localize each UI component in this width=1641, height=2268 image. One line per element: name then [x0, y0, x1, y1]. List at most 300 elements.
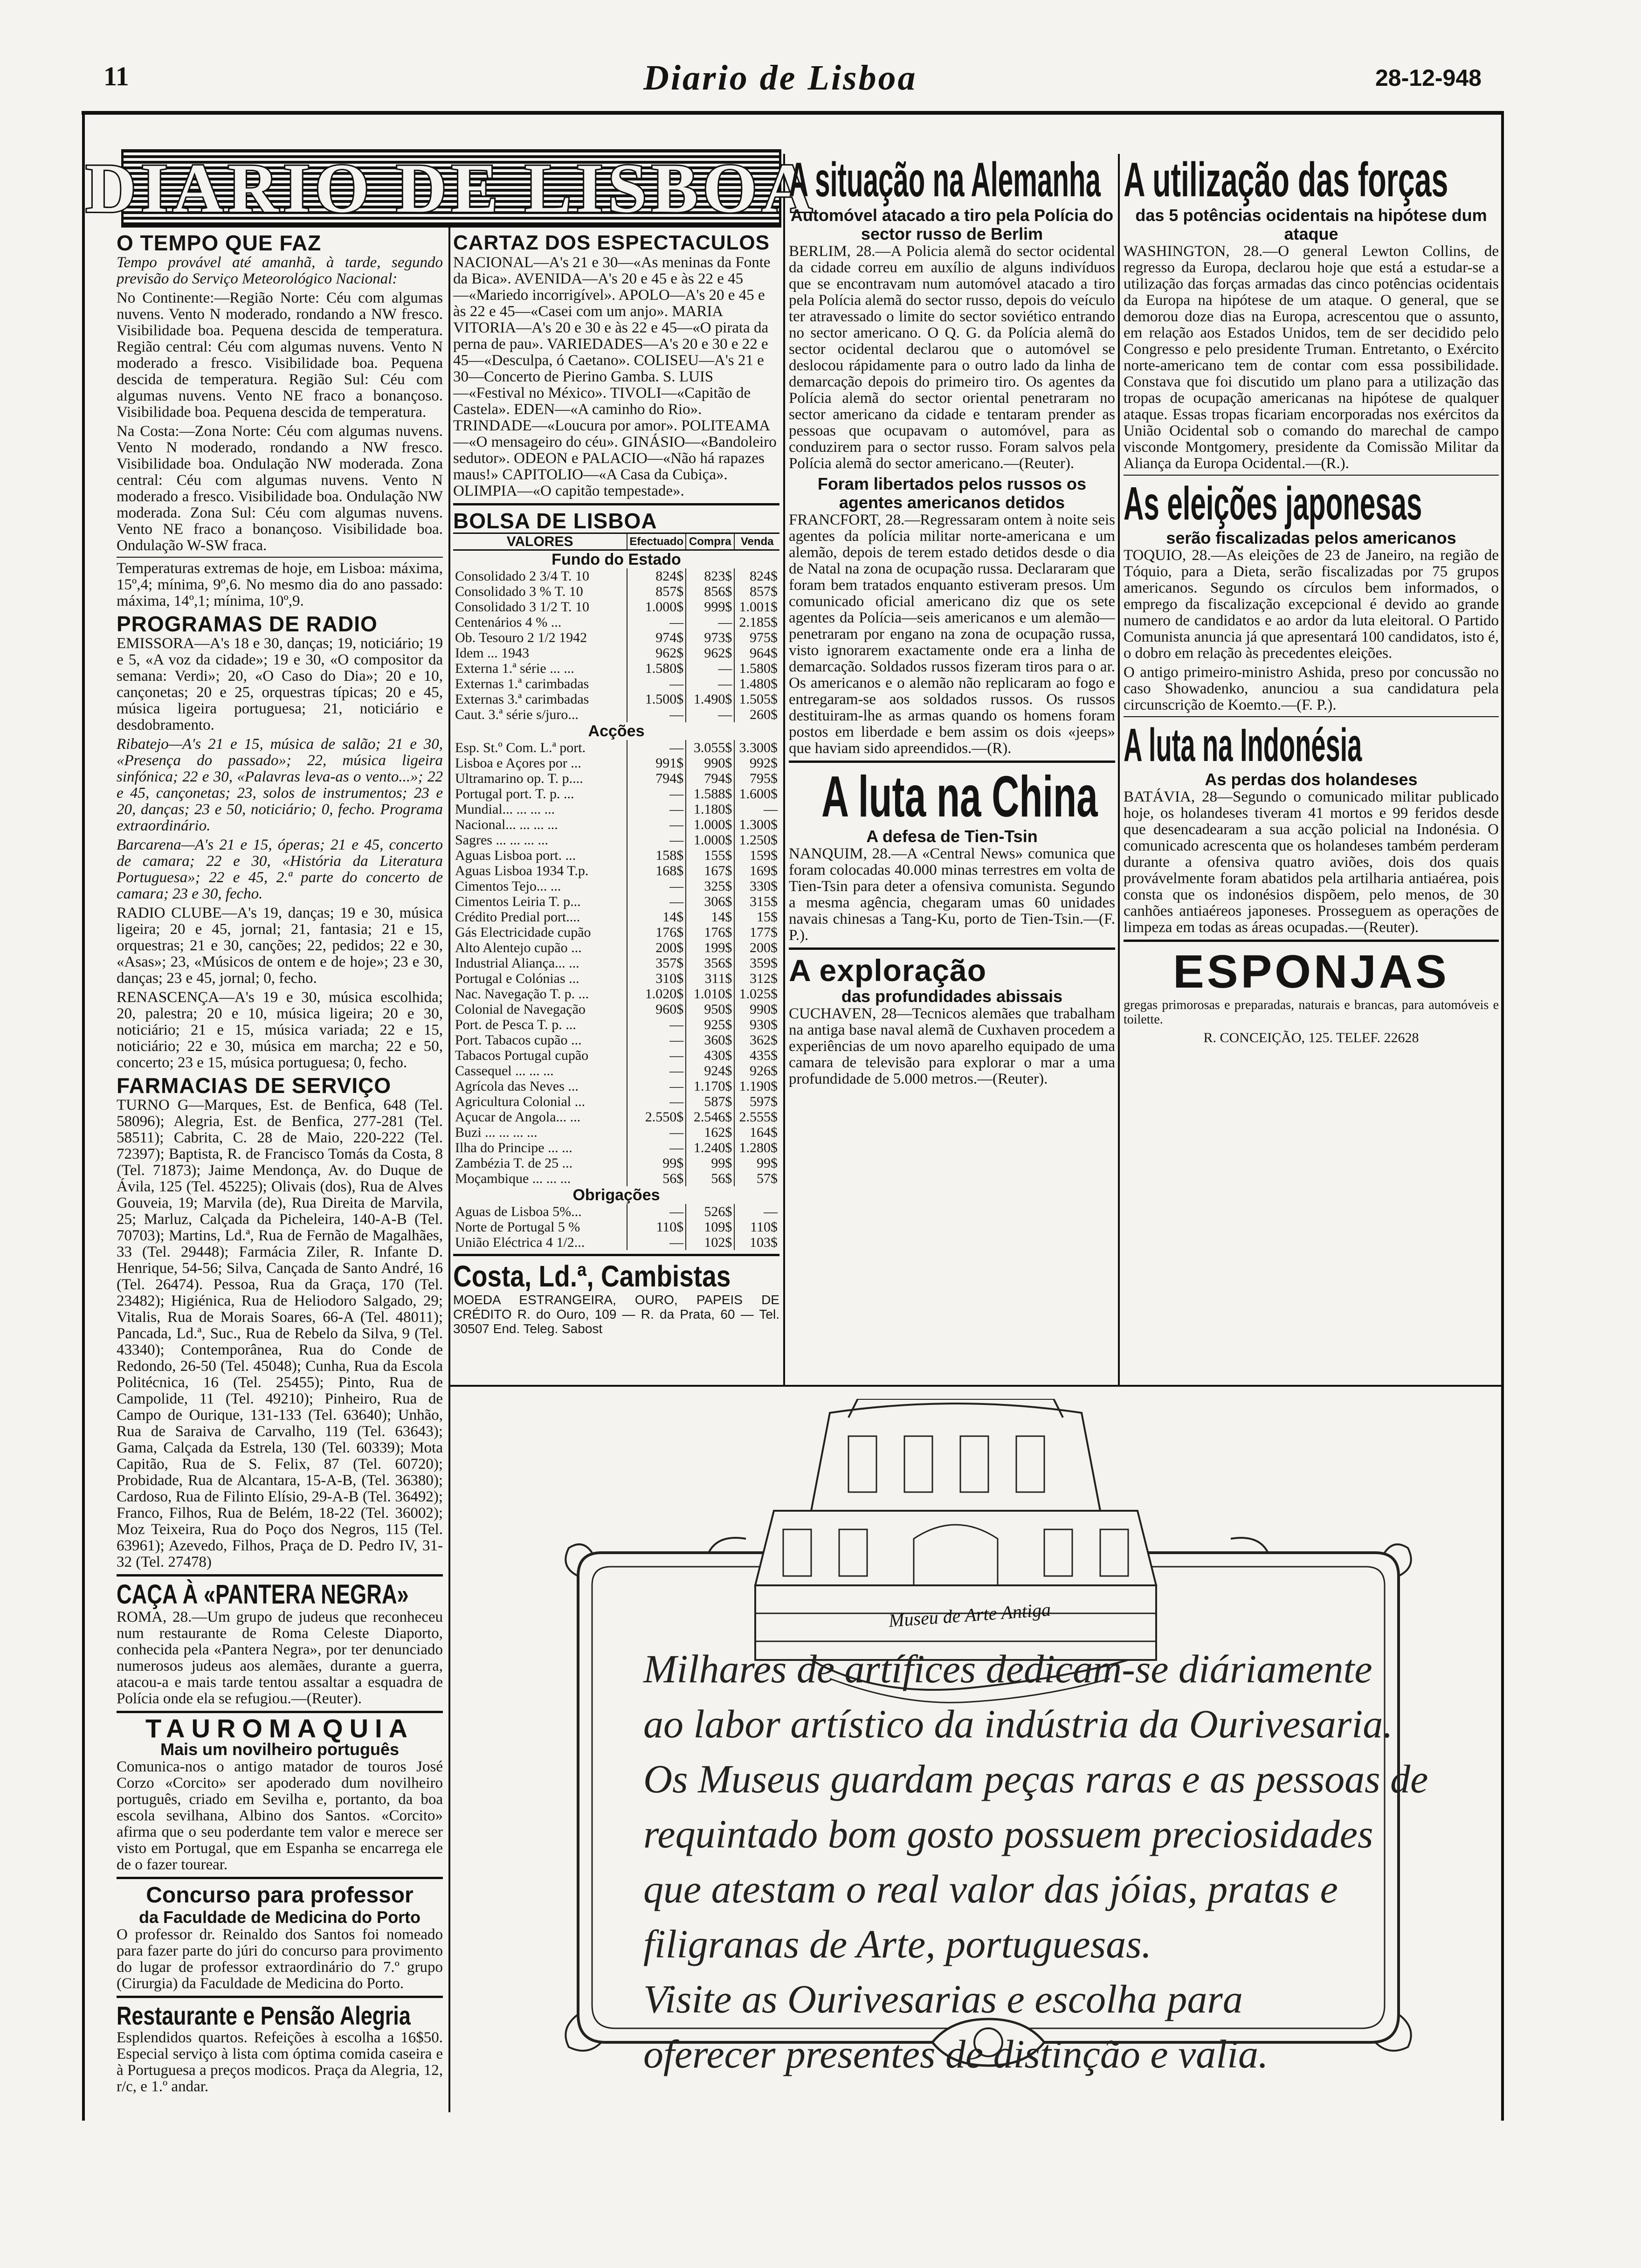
price-cell: 526$: [686, 1204, 734, 1219]
section-header-row: [453, 550, 779, 569]
table-row: [453, 878, 779, 894]
forcas-title: A utilização das forças: [1124, 154, 1448, 207]
price-cell: 199$: [686, 940, 734, 955]
accoes-rows: [453, 722, 779, 1186]
alemanha-subtitle: Automóvel atacado a tiro pela Polícia do sector russo de Berlim: [790, 206, 1114, 243]
concurso-title: Concurso para professor: [146, 1883, 414, 1908]
tauro-title: TAUROMAQUIA: [145, 1714, 414, 1743]
price-cell: 1.025$: [734, 986, 779, 1002]
divider: [117, 1877, 443, 1879]
bolsa-table: [453, 532, 779, 1250]
security-name: Cimentos Tejo... ...: [455, 878, 561, 894]
table-row: [453, 894, 779, 909]
forcas-text: WASHINGTON, 28.—O general Lewton Collins, de regresso da Europa, declarou hoje que está a estudar-se a utilização das forças armadas das cinco potências ocidentais da Europa na hipótese de um ataque. O general, que se demorou doze dias na Europa, acrescentou que o assunto, em relação aos Estados Unidos, tem de ser decidido pelo Congresso e pelo presidente Truman. Entretanto, o Exército norte-americano tem de contar com essa possibilidade. Constava que foi discutido um plano para a utilização das tropas de ocupação americanas na hipótese de qualquer ataque. Essas tropas ficariam encorporadas nos exércitos da União Ocidental sob o comando do marechal de campo visconde Montgomery, presidente da Comissão Militar da Aliança da Europa Ocidental.—(R.).: [1124, 243, 1499, 472]
radio-clube: RADIO CLUBE—A's 19, danças; 19 e 30, música ligeira; 20 e 45, jornal; 21, fantasia; 21 e 15, orquestras; 21 e 30, canções; 22, pedidos; 22 e 30, «Asas»; 23, «Músicos de ontem e de hoje»; 23 e 30, danças; 23 e 45, jornal; 0, fecho.: [117, 905, 443, 987]
price-cell: 856$: [686, 584, 734, 599]
column-rule-2: [783, 154, 785, 1385]
table-row: [453, 630, 779, 645]
table-row: [453, 755, 779, 771]
caca-title: CAÇA À «PANTERA NEGRA»: [117, 1579, 409, 1610]
price-cell: 990$: [734, 1002, 779, 1017]
security-name: Port. Tabacos cupão ...: [455, 1032, 582, 1048]
security-name: Industrial Aliança... ...: [455, 955, 579, 971]
price-cell: —: [627, 1017, 686, 1032]
column-4: [1124, 154, 1499, 1383]
column-rule-3: [1118, 154, 1120, 1385]
table-row: [453, 707, 779, 722]
table-row: [453, 1002, 779, 1017]
price-cell: —: [627, 1125, 686, 1140]
price-cell: 110$: [734, 1219, 779, 1235]
bolsa-title: BOLSA DE LISBOA: [453, 509, 657, 533]
esponjas-address: R. CONCEIÇÃO, 125. TELEF. 22628: [1203, 1030, 1419, 1045]
security-name: Esp. St.º Com. L.ª port.: [455, 740, 586, 755]
price-cell: —: [686, 676, 734, 691]
price-cell: 1.001$: [734, 599, 779, 615]
price-cell: 823$: [686, 568, 734, 584]
museum-caption: Museu de Arte Antiga: [888, 1598, 1052, 1632]
divider: [453, 503, 779, 505]
table-row: [453, 771, 779, 786]
price-cell: —: [627, 1079, 686, 1094]
price-cell: 14$: [686, 909, 734, 925]
divider: [1124, 716, 1499, 717]
page-left-border: [82, 111, 85, 2121]
security-name: Gás Electricidade cupão: [455, 925, 591, 940]
security-name: Externa 1.ª série ... ...: [455, 661, 574, 676]
restaurant-text: Esplendidos quartos. Refeições à escolha a 16$50. Especial serviço à lista com óptima comida caseira e à Portuguesa a preços modicos. Praça da Alegria, 12, r/c, e 1.º andar.: [117, 2029, 443, 2095]
price-cell: 1.600$: [734, 786, 779, 802]
ad-line: que atestam o real valor das jóias, pratas e: [643, 1867, 1338, 1911]
table-row: [453, 1048, 779, 1063]
price-cell: 925$: [686, 1017, 734, 1032]
ad-line: filigranas de Arte, portuguesas.: [643, 1922, 1152, 1966]
security-name: Agricultura Colonial ...: [455, 1094, 586, 1109]
section-header-row: [453, 722, 779, 740]
price-cell: 2.185$: [734, 615, 779, 630]
price-cell: 1.490$: [686, 691, 734, 707]
concurso-text: O professor dr. Reinaldo dos Santos foi nomeado para fazer parte do júri do concurso para provimento do lugar de professor extraordinário do 7.º grupo (Cirurgia) da Faculdade de Medicina do Porto.: [117, 1926, 443, 1992]
page-number: 11: [103, 61, 129, 91]
ad-line: requintado bom gosto possuem preciosidades: [643, 1812, 1373, 1856]
japan-text: TOQUIO, 28.—As eleições de 23 de Janeiro, na região de Tóquio, para a Dieta, serão fiscalizadas por 75 grupos americanos. Segundo os círculos bem informados, o emprego da fiscalização excepcional é devido ao grande numero de candidatos e ao ardor da luta eleitoral. O Partido Comunista anuncia já que apresentará 100 candidatos, isto é, o dobro em relação às precedentes eleições.: [1124, 547, 1499, 662]
alemanha-title: A situação na Alemanha: [789, 154, 1101, 207]
price-cell: 1.170$: [686, 1079, 734, 1094]
security-name: Alto Alentejo cupão ...: [455, 940, 582, 955]
price-cell: 1.505$: [734, 691, 779, 707]
price-cell: 794$: [686, 771, 734, 786]
security-name: Zambézia T. de 25 ...: [455, 1155, 573, 1171]
indonesia-text: BATÁVIA, 28—Segundo o comunicado militar publicado hoje, os holandeses tiveram 41 mortos e 99 feridos desde que desencadearam a sua acção policial na Indonésia. O comunicado acrescenta que os holandeses também perderam durante a ofensiva quatro aviões, dois dos quais provávelmente foram abatidos pela artilharia antiaérea, pois consta que os indonésios dispõem, pelo menos, de 30 canhões antiaéreos japoneses. Prosseguem as operações de limpeza em todas as áreas ocupadas.—(Reuter).: [1124, 788, 1499, 936]
obrigacoes-rows: [453, 1186, 779, 1250]
security-name: Ob. Tesouro 2 1/2 1942: [455, 630, 587, 645]
price-cell: 857$: [627, 584, 686, 599]
price-cell: 260$: [734, 707, 779, 722]
price-cell: 99$: [627, 1155, 686, 1171]
esponjas-title: ESPONJAS: [1173, 946, 1449, 998]
security-name: Port. de Pesca T. p. ...: [455, 1017, 576, 1032]
ad-line: oferecer presentes de distinção e valia.: [643, 2032, 1269, 2076]
price-cell: 1.000$: [686, 817, 734, 832]
security-name: Buzi ... ... ... ...: [455, 1125, 538, 1140]
caca-text: ROMA, 28.—Um grupo de judeus que reconheceu num restaurante de Roma Celeste Diaporto, conhecida pela «Pantera Negra», por ter denunciado numerosos judeus aos alemães, durante a guerra, atacou-a e mais tarde tentou assaltar a esquadra de Polícia onde ela se refugiou.—(Reuter).: [117, 1609, 443, 1707]
price-cell: 356$: [686, 955, 734, 971]
security-name: Tabacos Portugal cupão: [455, 1048, 589, 1063]
weather-intro: Tempo provável até amanhã, à tarde, segundo previsão do Serviço Meteorológico Nacional:: [117, 254, 443, 287]
libertados-text: FRANCFORT, 28.—Regressaram ontem à noite seis agentes da polícia militar norte-americana e um alemão, depois de terem estado detidos desde o dia de Natal na zona de ocupação russa. Declararam que foram bem tratados enquanto estiveram presos. Um comunicado oficial americano diz que os sete agentes da Polícia—seis americanos e um alemão—penetraram por engano na zona de ocupação russa, visto ignorarem exactamente onde era a linha de demarcação. Soldados russos fizeram tiros para o ar. Os americanos e o alemão não replicaram ao fogo e entregaram-se aos soldados russos. Os russos destituiram-lhe as armas quando os homens foram postos em liberdade e bem assim os dois «jeeps» que haviam sido apreendidos.—(R).: [789, 512, 1115, 757]
price-cell: 176$: [686, 925, 734, 940]
esponjas-text: gregas primorosas e preparadas, naturais e brancas, para automóveis e toilette.: [1124, 998, 1499, 1027]
table-row: [453, 971, 779, 986]
divider: [789, 947, 1115, 950]
tauro-subtitle: Mais um novilheiro português: [160, 1740, 400, 1759]
radio-barcarena: Barcarena—A's 21 e 15, óperas; 21 e 45, concerto de camara; 22 e 30, «História da Literatura Portuguesa»; 22 e 45, 2.ª parte do concerto de camara; 23 e 30, fecho.: [117, 837, 443, 902]
pharmacy-list: TURNO G—Marques, Est. de Benfica, 648 (Tel. 58096); Alegria, Est. de Benfica, 277-281 (Tel. 58511); Cabrita, C. 28 de Maio, 220-222 (Tel. 72397); Baptista, R. de Francisco Tomás da Costa, 8 (Tel. 71873); Jaime Mendonça, Av. do Duque de Ávila, 125 (Tel. 45225); Olivais (dos), Rua de Alves Gouveia, 19; Marvila (de), Rua Direita de Marvila, 25; Marluz, Calçada da Picheleira, 140-A-B (Tel. 70703); Martins, Ld.ª, Rua de Fernão de Magalhães, 33 (Tel. 29448); Farmácia Ziler, R. Infante D. Henrique, 54-56; Silva, Cançada de Santo André, 16 (Tel. 26474). Pessoa, Rua da Graça, 170 (Tel. 23482); Higiénica, Rua de Heliodoro Salgado, 29; Vitalis, Rua de Morais Soares, 66-A (Tel. 48011); Pancada, Ld.ª, Suc., Rua de Rebelo da Silva, 9 (Tel. 43340); Contemporânea, Rua do Conde de Redondo, 26-50 (Tel. 45048); Cunha, Rua da Escola Politécnica, 16 (Tel. 25455); Pinto, Rua de Campolide, 11 (Tel. 49210); Pinheiro, Rua de Campo de Ourique, 131-133 (Tel. 63640); Unhão, Rua de Saraiva de Carvalho, 119 (Tel. 63643); Gama, Calçada da Estrela, 130 (Tel. 60339); Mota Capitão, Rua de S. Felix, 87 (Tel. 60720); Probidade, Rua de Alcantara, 15-A-B, (Tel. 36380); Cardoso, Rua de Filinto Elísio, 29-A-B (Tel. 36492); Franco, Filhos, Rua de Belém, 18-22 (Tel. 36002); Moz Teixeira, Rua do Poço dos Negros, 115 (Tel. 63961); Azevedo, Filhos, Praça de D. Pedro IV, 31-32 (Tel. 27478): [117, 1097, 443, 1570]
security-name: Colonial de Navegação: [455, 1002, 586, 1017]
price-cell: —: [627, 676, 686, 691]
divider: [1124, 940, 1499, 942]
table-row: [453, 832, 779, 848]
price-cell: 964$: [734, 645, 779, 661]
column-2: [453, 231, 779, 1383]
price-cell: 973$: [686, 630, 734, 645]
radio-emissora: EMISSORA—A's 18 e 30, danças; 19, noticiário; 19 e 5, «A voz da cidade»; 19 e 30, «O compositor da semana: Verdi»; 20, «O Caso do Dia»; 20 e 10, cançonetas; 20 e 25, orquestras típicas; 20 e 45, música ligeira portuguesa; 21, noticiário e desdobramento.: [117, 635, 443, 733]
jewelry-advertisement: [550, 1399, 1428, 2076]
table-row: [453, 940, 779, 955]
table-row: [453, 568, 779, 584]
price-cell: 310$: [627, 971, 686, 986]
security-name: Norte de Portugal 5 %: [455, 1219, 580, 1235]
price-cell: 962$: [627, 645, 686, 661]
price-cell: 924$: [686, 1063, 734, 1079]
price-cell: 930$: [734, 1017, 779, 1032]
ad-line: Visite as Ourivesarias e escolha para: [643, 1977, 1243, 2021]
price-cell: —: [686, 661, 734, 676]
price-cell: 992$: [734, 755, 779, 771]
japan-subtitle: serão fiscalizadas pelos americanos: [1166, 528, 1456, 547]
price-cell: 306$: [686, 894, 734, 909]
divider: [453, 1254, 779, 1256]
table-row: [453, 1171, 779, 1186]
price-cell: —: [627, 1063, 686, 1079]
china-title: A luta na China: [821, 765, 1098, 829]
price-cell: 362$: [734, 1032, 779, 1048]
table-row: [453, 1235, 779, 1250]
diario-banner: [85, 149, 817, 228]
price-cell: 794$: [627, 771, 686, 786]
price-cell: 587$: [686, 1094, 734, 1109]
price-cell: 360$: [686, 1032, 734, 1048]
price-cell: 1.180$: [686, 802, 734, 817]
price-cell: 990$: [686, 755, 734, 771]
security-name: Consolidado 3 1/2 T. 10: [455, 599, 590, 615]
column-3: [789, 154, 1115, 1383]
price-cell: —: [627, 894, 686, 909]
price-cell: —: [734, 1204, 779, 1219]
security-name: Consolidado 3 % T. 10: [455, 584, 583, 599]
radio-ribatejo: Ribatejo—A's 21 e 15, música de salão; 21 e 30, «Presença do passado»; 22, música ligeira sinfónica; 22 e 30, «Palavras leva-as o vento...»; 22 e 45, cançonetas; 23, solos de instrumentos; 23 e 20, danças; 23 e 50, noticiário; 0, fecho. Programa extraordinário.: [117, 736, 443, 834]
indonesia-title: A luta na Indonésia: [1124, 719, 1362, 771]
price-cell: 1.300$: [734, 817, 779, 832]
price-cell: 162$: [686, 1125, 734, 1140]
security-name: Ilha do Principe ... ...: [455, 1140, 572, 1155]
table-row: [453, 615, 779, 630]
divider: [117, 1574, 443, 1577]
price-cell: —: [627, 1235, 686, 1250]
price-cell: 109$: [686, 1219, 734, 1235]
security-name: Ultramarino op. T. p....: [455, 771, 583, 786]
page-header: [0, 0, 1641, 117]
ad-copy: [643, 1641, 1428, 2081]
divider: [117, 557, 443, 558]
table-row: [453, 1032, 779, 1048]
price-cell: —: [627, 1048, 686, 1063]
price-cell: 960$: [627, 1002, 686, 1017]
fundo-rows: [453, 550, 779, 723]
price-cell: 962$: [686, 645, 734, 661]
price-cell: 975$: [734, 630, 779, 645]
table-row: [453, 584, 779, 599]
price-cell: 1.190$: [734, 1079, 779, 1094]
price-cell: —: [627, 615, 686, 630]
price-cell: 15$: [734, 909, 779, 925]
table-row: [453, 691, 779, 707]
table-row: [453, 817, 779, 832]
table-row: [453, 1204, 779, 1219]
table-row: [453, 645, 779, 661]
china-text: NANQUIM, 28.—A «Central News» comunica que foram colocadas 40.000 minas terrestres em volta de Tien-Tsin para deter a ofensiva comunista. Segundo a mesma agência, chegaram umas 60 unidades navais chinesas a Tang-Ku, porto de Tien-Tsin.—(F. P.).: [789, 845, 1115, 944]
price-cell: 176$: [627, 925, 686, 940]
price-cell: —: [627, 740, 686, 755]
table-row: [453, 909, 779, 925]
price-cell: 311$: [686, 971, 734, 986]
table-row: [453, 786, 779, 802]
security-name: Consolidado 2 3/4 T. 10: [455, 568, 590, 584]
price-cell: 991$: [627, 755, 686, 771]
price-cell: 2.546$: [686, 1109, 734, 1125]
header-rule: [82, 111, 1503, 115]
section-label: Acções: [588, 722, 645, 740]
price-cell: 167$: [686, 863, 734, 878]
price-cell: 999$: [686, 599, 734, 615]
security-name: Externas 1.ª carimbadas: [455, 676, 589, 691]
price-cell: 1.000$: [686, 832, 734, 848]
security-name: Centenários 4 % ...: [455, 615, 562, 630]
price-cell: 164$: [734, 1125, 779, 1140]
table-row: [453, 740, 779, 755]
table-row: [453, 1079, 779, 1094]
table-row: [453, 1063, 779, 1079]
price-cell: 168$: [627, 863, 686, 878]
security-name: Cassequel ... ... ...: [455, 1063, 554, 1079]
security-name: Aguas Lisboa port. ...: [455, 848, 576, 863]
divider: [117, 1996, 443, 1998]
indonesia-subtitle: As perdas dos holandeses: [1205, 770, 1418, 789]
price-cell: 597$: [734, 1094, 779, 1109]
price-cell: —: [686, 615, 734, 630]
table-row: [453, 863, 779, 878]
price-cell: —: [627, 1032, 686, 1048]
price-cell: 1.010$: [686, 986, 734, 1002]
column-1: [117, 231, 443, 2120]
issue-date: 28-12-948: [1375, 65, 1482, 91]
table-row: [453, 986, 779, 1002]
table-row: [453, 955, 779, 971]
security-name: Aguas de Lisboa 5%...: [455, 1204, 582, 1219]
section-label: Fundo do Estado: [552, 551, 681, 568]
masthead: Diario de Lisboa: [643, 58, 917, 97]
bolsa-header-row: [453, 533, 779, 550]
price-cell: —: [686, 707, 734, 722]
divider: [789, 761, 1115, 763]
weather-coast: Na Costa:—Zona Norte: Céu com algumas nuvens. Vento N moderado, rondando a NW fresco. Visibilidade boa. Ondulação NW moderada. Zona central: Céu com algumas nuvens. Vento N moderado a fresco. Visibilidade boa. Ondulação NW moderada. Zona Sul: Céu com algumas nuvens. Vento NE fraco a bonançoso. Visibilidade boa. Ondulação W-SW fraca.: [117, 423, 443, 554]
cartaz-title: CARTAZ DOS ESPECTACULOS: [453, 231, 770, 254]
price-cell: 1.000$: [627, 599, 686, 615]
price-cell: 330$: [734, 878, 779, 894]
price-cell: 357$: [627, 955, 686, 971]
security-name: Açucar de Angola... ...: [455, 1109, 581, 1125]
banner-text: DIARIO DE LISBOA: [85, 150, 817, 227]
upper-section-rule: [450, 1385, 1502, 1387]
price-cell: 1.500$: [627, 691, 686, 707]
price-cell: 99$: [686, 1155, 734, 1171]
security-name: Portugal e Colónias ...: [455, 971, 579, 986]
price-cell: 155$: [686, 848, 734, 863]
security-name: Aguas Lisboa 1934 T.p.: [455, 863, 589, 878]
price-cell: 1.580$: [734, 661, 779, 676]
price-cell: 857$: [734, 584, 779, 599]
price-cell: 1.250$: [734, 832, 779, 848]
section-label: Obrigações: [572, 1186, 660, 1204]
price-cell: 3.055$: [686, 740, 734, 755]
radio-renascenca: RENASCENÇA—A's 19 e 30, música escolhida; 20, palestra; 20 e 10, música ligeira; 20 e 30, noticiário; 21 e 15, música variada; 22 e 15, noticiário; 22 e 30, música em marcha; 22 e 50, concerto; 23 e 15, música portuguesa; 0, fecho.: [117, 989, 443, 1071]
exploracao-subtitle: das profundidades abissais: [841, 987, 1063, 1006]
price-cell: 159$: [734, 848, 779, 863]
price-cell: 56$: [627, 1171, 686, 1186]
table-row: [453, 599, 779, 615]
price-cell: —: [627, 707, 686, 722]
price-cell: 824$: [734, 568, 779, 584]
price-cell: 824$: [627, 568, 686, 584]
price-cell: 795$: [734, 771, 779, 786]
japan-text-2: O antigo primeiro-ministro Ashida, preso por concussão no caso Showadenko, anunciou a sua candidatura pela circunscrição de Koemto.—(F. P.).: [1124, 664, 1499, 713]
security-name: Nacional... ... ... ...: [455, 817, 558, 832]
price-cell: 110$: [627, 1219, 686, 1235]
price-cell: 1.280$: [734, 1140, 779, 1155]
price-cell: 200$: [734, 940, 779, 955]
price-cell: 315$: [734, 894, 779, 909]
price-cell: 430$: [686, 1048, 734, 1063]
pharmacy-title: FARMACIAS DE SERVIÇO: [117, 1073, 392, 1098]
table-row: [453, 802, 779, 817]
costa-title: Costa, Ld.ª, Cambistas: [453, 1259, 731, 1293]
table-row: [453, 848, 779, 863]
price-cell: 14$: [627, 909, 686, 925]
temperatures: Temperaturas extremas de hoje, em Lisboa: máxima, 15º,4; mínima, 9º,6. No mesmo dia do ano passado: máxima, 14º,1; mínima, 10º,9.: [117, 560, 443, 609]
price-cell: 926$: [734, 1063, 779, 1079]
price-cell: 200$: [627, 940, 686, 955]
restaurant-title: Restaurante e Pensão Alegria: [117, 2001, 411, 2030]
security-name: Sagres ... ... ... ...: [455, 832, 548, 848]
table-row: [453, 1140, 779, 1155]
price-cell: 435$: [734, 1048, 779, 1063]
price-cell: 1.480$: [734, 676, 779, 691]
col-header: Venda: [734, 533, 779, 550]
ad-line: ao labor artístico da indústria da Ourivesaria.: [643, 1701, 1393, 1746]
table-row: [453, 925, 779, 940]
security-name: Nac. Navegação T. p. ...: [455, 986, 589, 1002]
table-row: [453, 1155, 779, 1171]
price-cell: 158$: [627, 848, 686, 863]
tauro-text: Comunica-nos o antigo matador de touros José Corzo «Corcito» ser apoderado dum novilheiro português, criado em Sevilha e, portanto, da boa escola sevilhana, Albino dos Santos. «Corcito» afirma que o seu poderdante tem valor e merece ser visto em Portugal, que em Espanha se encarrega ele de o fazer tourear.: [117, 1758, 443, 1873]
price-cell: —: [627, 832, 686, 848]
price-cell: 325$: [686, 878, 734, 894]
table-row: [453, 1017, 779, 1032]
price-cell: 99$: [734, 1155, 779, 1171]
security-name: Moçambique ... ... ...: [455, 1171, 571, 1186]
price-cell: 177$: [734, 925, 779, 940]
japan-title: As eleições japonesas: [1124, 477, 1422, 530]
table-row: [453, 1109, 779, 1125]
price-cell: 1.588$: [686, 786, 734, 802]
concurso-subtitle: da Faculdade de Medicina do Porto: [138, 1908, 421, 1927]
weather-title: O TEMPO QUE FAZ: [117, 231, 322, 255]
price-cell: —: [627, 1094, 686, 1109]
price-cell: 3.300$: [734, 740, 779, 755]
security-name: Mundial... ... ... ...: [455, 802, 555, 817]
security-name: Cimentos Leiria T. p...: [455, 894, 581, 909]
price-cell: 57$: [734, 1171, 779, 1186]
price-cell: 974$: [627, 630, 686, 645]
exploracao-title: A exploração: [789, 953, 987, 988]
price-cell: —: [627, 817, 686, 832]
section-header-row: [453, 1186, 779, 1204]
ad-line: Os Museus guardam peças raras e as pessoas de: [643, 1756, 1428, 1801]
forcas-subtitle: das 5 potências ocidentais na hipótese dum ataque: [1135, 206, 1487, 243]
security-name: Externas 3.ª carimbadas: [455, 691, 589, 707]
col-header: Compra: [686, 533, 734, 550]
costa-text: MOEDA ESTRANGEIRA, OURO, PAPEIS DE CRÉDITO R. do Ouro, 109 — R. da Prata, 60 — Tel. 30507 End. Teleg. Sabost: [453, 1293, 779, 1336]
divider: [1124, 475, 1499, 476]
divider: [117, 1711, 443, 1713]
security-name: Lisboa e Açores por ...: [455, 755, 581, 771]
security-name: União Eléctrica 4 1/2...: [455, 1235, 585, 1250]
price-cell: 1.580$: [627, 661, 686, 676]
weather-continent: No Continente:—Região Norte: Céu com algumas nuvens. Vento N moderado, rondando a NW fresco. Visibilidade boa. Pequena descida de temperatura. Região central: Céu com algumas nuvens. Vento N moderado a fresco. Visibilidade boa. Pequena descida de temperatura. Região Sul: Céu com algumas nuvens. Vento NE fraco a bonançoso. Visibilidade boa. Pequena descida de temperatura.: [117, 290, 443, 421]
price-cell: 2.550$: [627, 1109, 686, 1125]
table-row: [453, 1094, 779, 1109]
column-rule-1: [448, 154, 450, 2112]
ad-line: Milhares de artífices dedicam-se diáriamente: [643, 1646, 1372, 1691]
page-right-border: [1501, 111, 1504, 2121]
cartaz-text: NACIONAL—A's 21 e 30—«As meninas da Fonte da Bica». AVENIDA—A's 20 e 45 e às 22 e 45—«Mariedo incorrigível». APOLO—A's 20 e 45 e às 22 e 45—«Casei com um anjo». MARIA VITORIA—A's 20 e 30 e às 22 e 45—«O pirata da perna de pau». VARIEDADES—A's 20 e 30 e 22 e 45—«Desculpa, ó Caetano». COLISEU—A's 21 e 30—Concerto de Pierino Gamba. S. LUIS—«Festival no México». TIVOLI—«Capitão de Castela». EDEN—«A caminho do Rio». TRINDADE—«Loucura por amor». POLITEAMA—«O mensageiro do céu». GINÁSIO—«Bandoleiro sedutor». ODEON e PALACIO—«Não há rapazes maus!» CAPITOLIO—«A Casa da Cubiça». OLIMPIA—«O capitão tempestade».: [453, 254, 777, 499]
security-name: Agrícola das Neves ...: [455, 1079, 579, 1094]
price-cell: —: [627, 786, 686, 802]
price-cell: —: [627, 802, 686, 817]
security-name: Caut. 3.ª série s/juro...: [455, 707, 579, 722]
price-cell: —: [627, 1140, 686, 1155]
price-cell: 312$: [734, 971, 779, 986]
price-cell: 103$: [734, 1235, 779, 1250]
price-cell: 2.555$: [734, 1109, 779, 1125]
exploracao-text: CUCHAVEN, 28—Tecnicos alemães que trabalham na antiga base naval alemã de Cuxhaven procedem a experiências de um novo aparelho equipado de uma camara de televisão para explorar o mar a uma profundidade de 5.000 metros.—(Reuter).: [789, 1005, 1115, 1087]
security-name: Crédito Predial port....: [455, 909, 580, 925]
alemanha-text: BERLIM, 28.—A Policia alemã do sector ocidental da cidade correu em auxílio de alguns indivíduos que se encontravam num automóvel atacado a tiro pela Polícia alemã do sector russo, depois do veículo ter atravessado o limite do sector soviético entrando no sector americano. O Q. G. da Polícia alemã do sector ocidental declarou que o automóvel se deslocou rápidamente para o outro lado da linha de demarcação depois do primeiro tiro. Os agentes da Polícia alemã do sector oriental penetraram no sector americano da cidade e tentaram prender as pessoas que ocupavam o automóvel, para as conduzirem para o sector russo. Foram salvos pela Polícia alemã do sector americano.—(Reuter).: [789, 243, 1115, 472]
price-cell: 169$: [734, 863, 779, 878]
price-cell: —: [627, 878, 686, 894]
table-row: [453, 1219, 779, 1235]
security-name: Portugal port. T. p. ...: [455, 786, 574, 802]
